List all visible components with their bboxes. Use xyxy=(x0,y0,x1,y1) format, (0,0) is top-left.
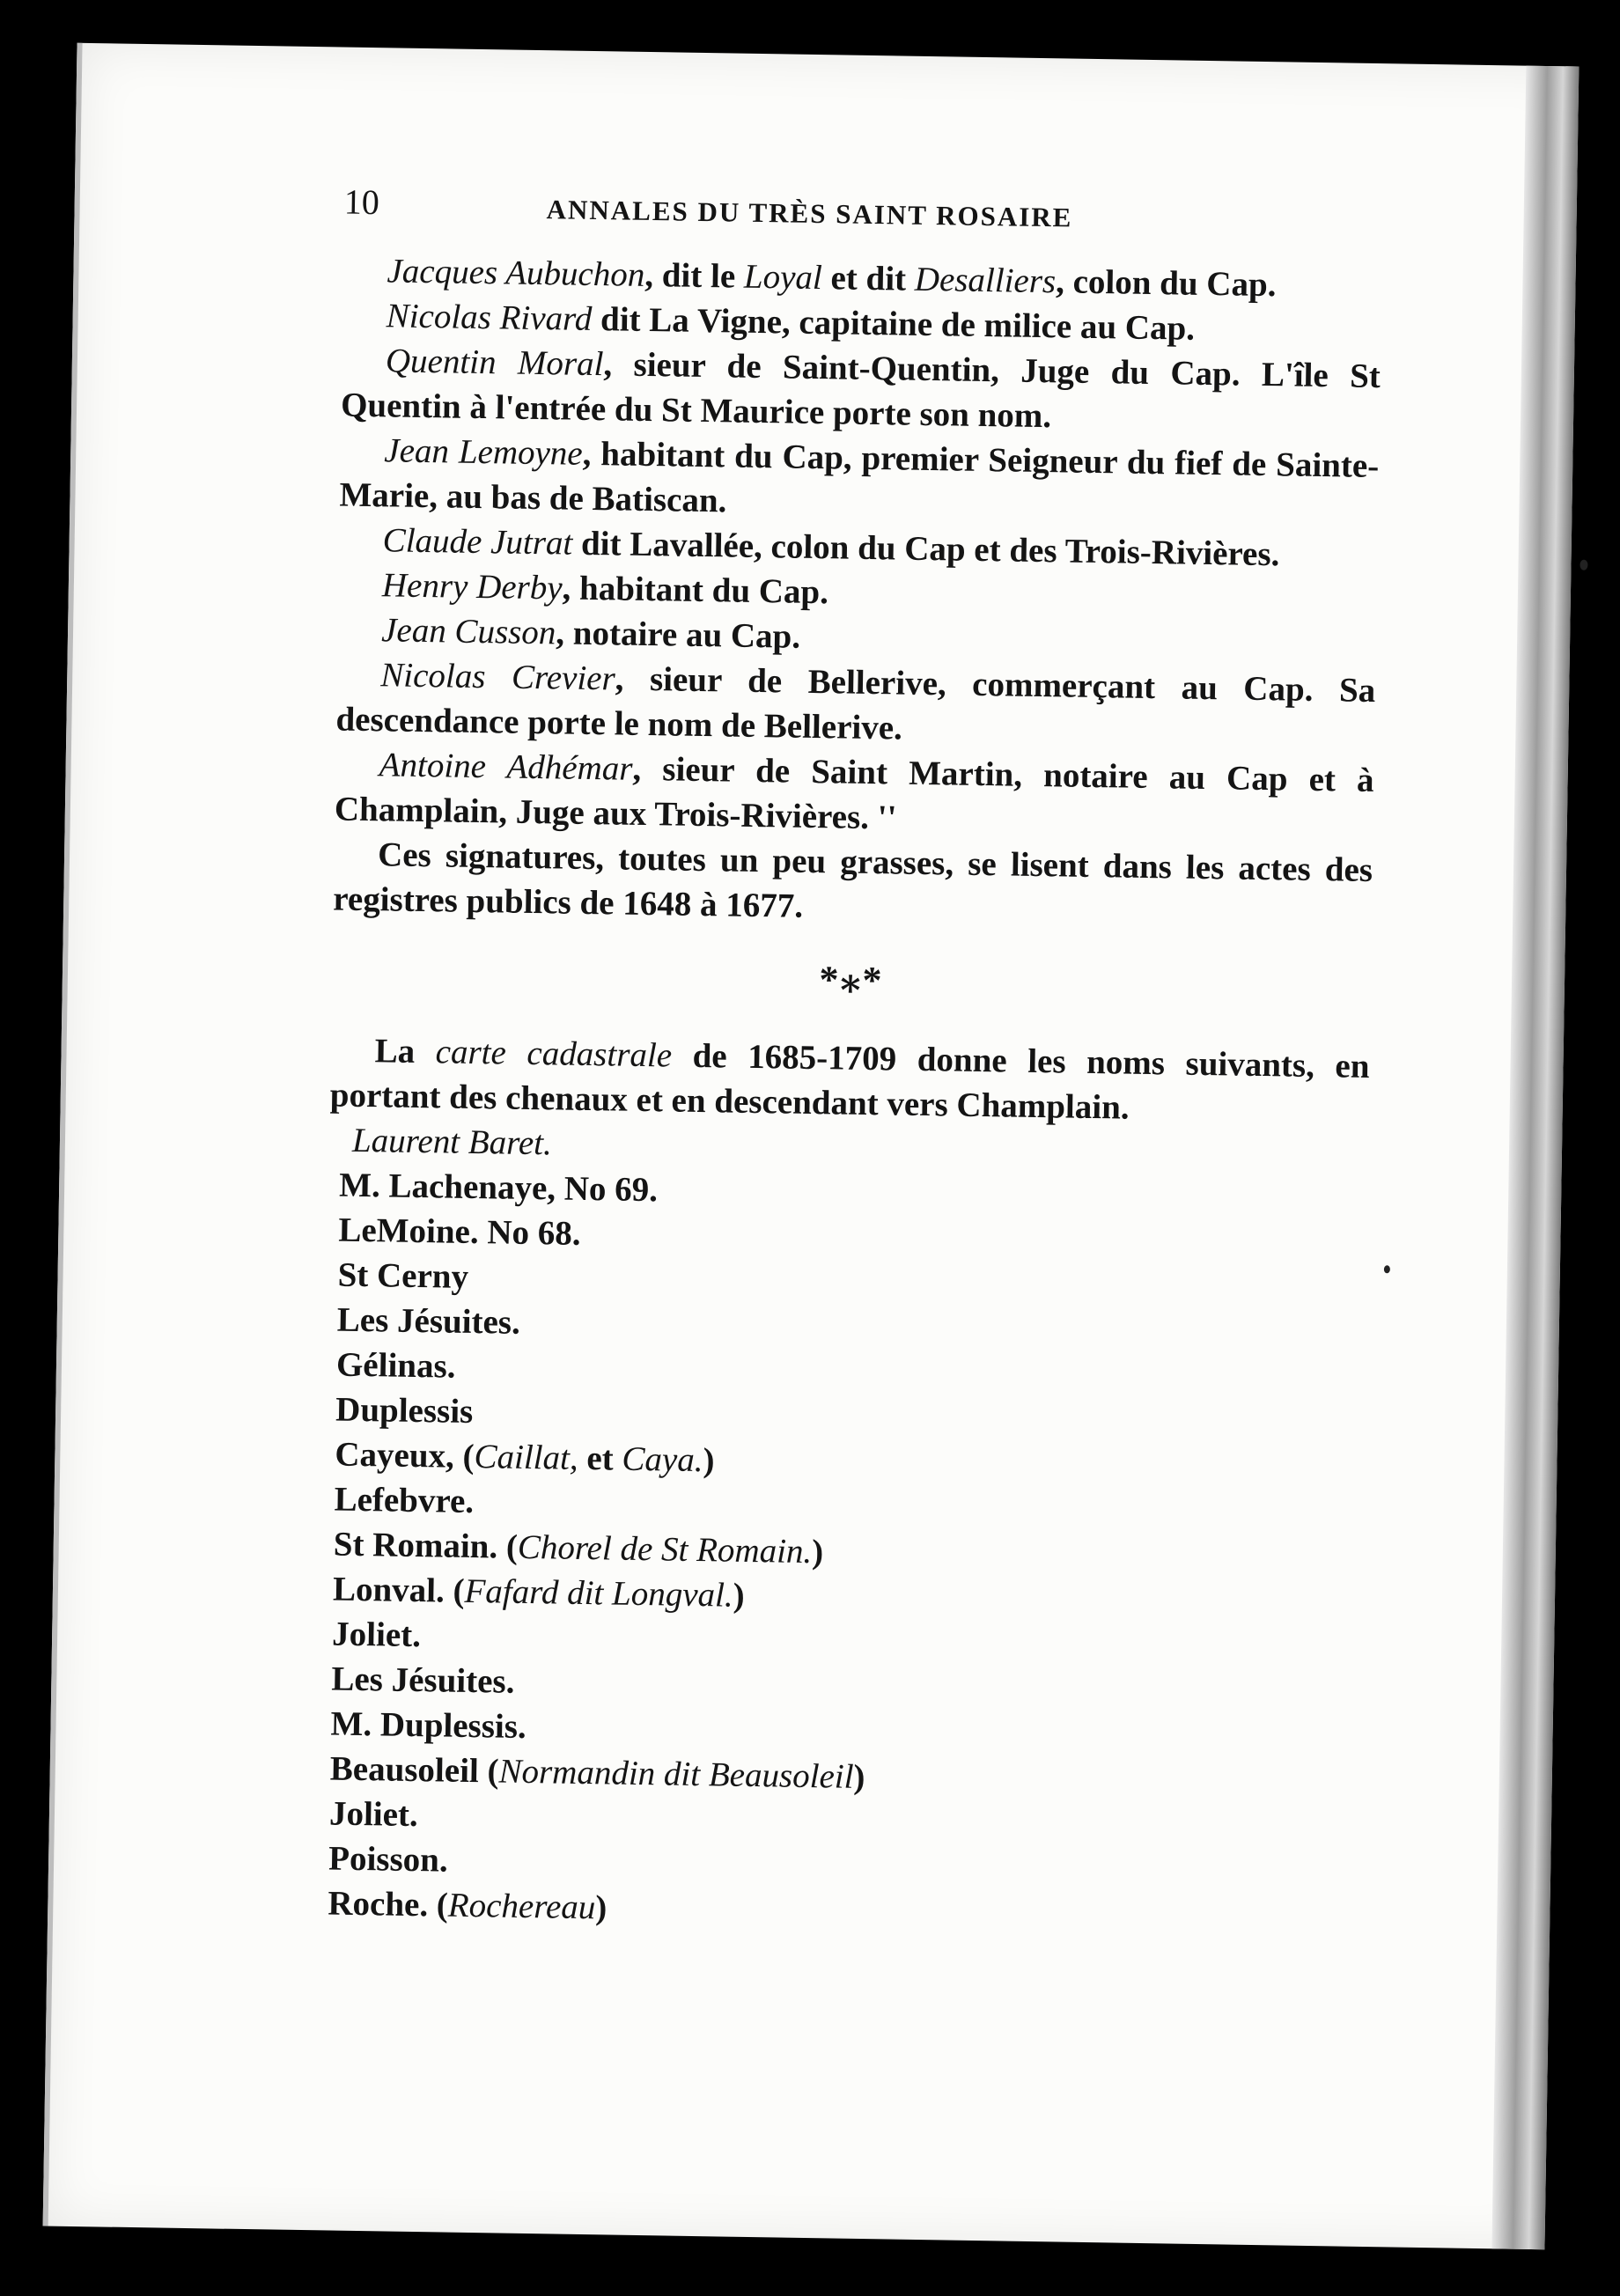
ink-speck xyxy=(1580,560,1587,570)
running-title: ANNALES DU TRÈS SAINT ROSAIRE xyxy=(546,194,1073,233)
entry-text: , sieur de Saint-Quentin, Juge du Cap. L'île St Quentin à l'entrée du St Maurice porte son nom. xyxy=(340,345,1381,436)
list-item: Gélinas. xyxy=(335,1345,456,1386)
entry-lemoyne xyxy=(339,428,1379,534)
list-item: M. Lachenaye, No 69. xyxy=(338,1166,659,1210)
list-item-text: ) xyxy=(811,1533,824,1571)
entry-text: dit La Vigne, capitaine de milice au Cap. xyxy=(592,299,1196,348)
person-name: Nicolas Rivard xyxy=(386,297,593,338)
person-name: Quentin Moral xyxy=(385,342,604,384)
list-item-text: Lonval. ( xyxy=(332,1570,465,1610)
ink-speck xyxy=(1384,1265,1390,1273)
entry-text: , habitant du Cap. xyxy=(562,569,829,612)
map-title: carte cadastrale xyxy=(435,1033,673,1075)
person-name: Claude Jutrat xyxy=(382,521,573,563)
entry-crevier xyxy=(335,651,1375,758)
signatures-paragraph: Ces signatures, toutes un peu grasses, se lisent dans les actes des registres publics de 1648 à 1677. xyxy=(333,835,1373,925)
page-text xyxy=(317,180,1383,1942)
list-item-italic: Caya. xyxy=(622,1439,703,1480)
page-edge-shadow xyxy=(1491,66,1579,2250)
list-item: Poisson. xyxy=(328,1839,448,1880)
list-item-italic: Rochereau xyxy=(447,1886,596,1927)
person-name: Antoine Adhémar xyxy=(379,746,633,788)
list-item-text: ) xyxy=(595,1888,608,1927)
entry-text: , colon du Cap. xyxy=(1055,262,1277,305)
entry-moral xyxy=(341,338,1381,445)
list-item-text: ) xyxy=(703,1441,715,1480)
entry-adhemar xyxy=(335,741,1374,848)
list-item-italic: Fafard dit Longval. xyxy=(464,1571,734,1615)
list-item: LeMoine. No 68. xyxy=(338,1211,581,1253)
list-item-italic: Laurent Baret. xyxy=(351,1121,553,1163)
person-name: Jean Cusson xyxy=(380,611,556,652)
list-item-italic: Normandin dit Beausoleil xyxy=(498,1752,854,1796)
list-item: Duplessis xyxy=(335,1390,474,1431)
entry-text: , sieur de Saint Martin, notaire au Cap et à Champlain, Juge aux Trois-Rivières. '' xyxy=(334,749,1374,837)
list-item-text: Cayeux, ( xyxy=(335,1435,475,1476)
list-item-text: et xyxy=(578,1439,622,1478)
entry-text: , notaire au Cap. xyxy=(556,614,801,656)
list-item: Les Jésuites. xyxy=(331,1659,515,1701)
entry-text: , habitant du Cap, premier Seigneur du fief de Sainte-Marie, au bas de Batiscan. xyxy=(339,434,1380,520)
cadastral-intro xyxy=(329,1027,1369,1134)
list-item-text: St Romain. ( xyxy=(333,1525,519,1566)
page-header xyxy=(343,180,1383,258)
person-name: Henry Derby xyxy=(381,566,563,607)
person-name: Jacques Aubuchon xyxy=(387,252,645,294)
page-number: 10 xyxy=(343,181,380,223)
list-item-italic: Chorel de St Romain. xyxy=(517,1527,813,1571)
entry-text: , dit le xyxy=(644,255,745,296)
list-item: St Cerny xyxy=(337,1255,469,1296)
list-item: M. Duplessis. xyxy=(330,1704,527,1747)
list-item-text: ) xyxy=(853,1757,865,1797)
list-item: Lefebvre. xyxy=(334,1480,475,1521)
paper-sheet xyxy=(43,43,1580,2249)
entry-text: , sieur de Bellerive, commerçant au Cap. Sa descendance porte le nom de Bellerive. xyxy=(335,659,1376,747)
entry-text: dit Lavallée, colon du Cap et des Trois-Rivières. xyxy=(571,524,1280,574)
list-item-text: Roche. ( xyxy=(328,1884,449,1924)
list-item: Joliet. xyxy=(331,1615,422,1655)
list-item-italic: Caillat, xyxy=(474,1438,579,1477)
person-name: Jean Lemoyne xyxy=(384,431,584,473)
list-item: Les Jésuites. xyxy=(336,1300,521,1342)
nickname: Desalliers xyxy=(914,260,1057,301)
person-name: Nicolas Crevier xyxy=(380,656,616,698)
list-item-text: Beausoleil ( xyxy=(329,1749,499,1791)
list-item-text: ) xyxy=(733,1576,745,1615)
cadastral-list xyxy=(317,1117,1368,1941)
section-separator: *⁎* xyxy=(819,958,884,1003)
list-item: Joliet. xyxy=(328,1794,419,1835)
nickname: Loyal xyxy=(743,257,823,298)
entry-text: et dit xyxy=(821,259,916,298)
intro-text: La xyxy=(374,1032,437,1071)
intro-text: de 1685-1709 donne les noms suivants, en portant des chenaux et en descendant vers Champlain. xyxy=(329,1036,1370,1127)
